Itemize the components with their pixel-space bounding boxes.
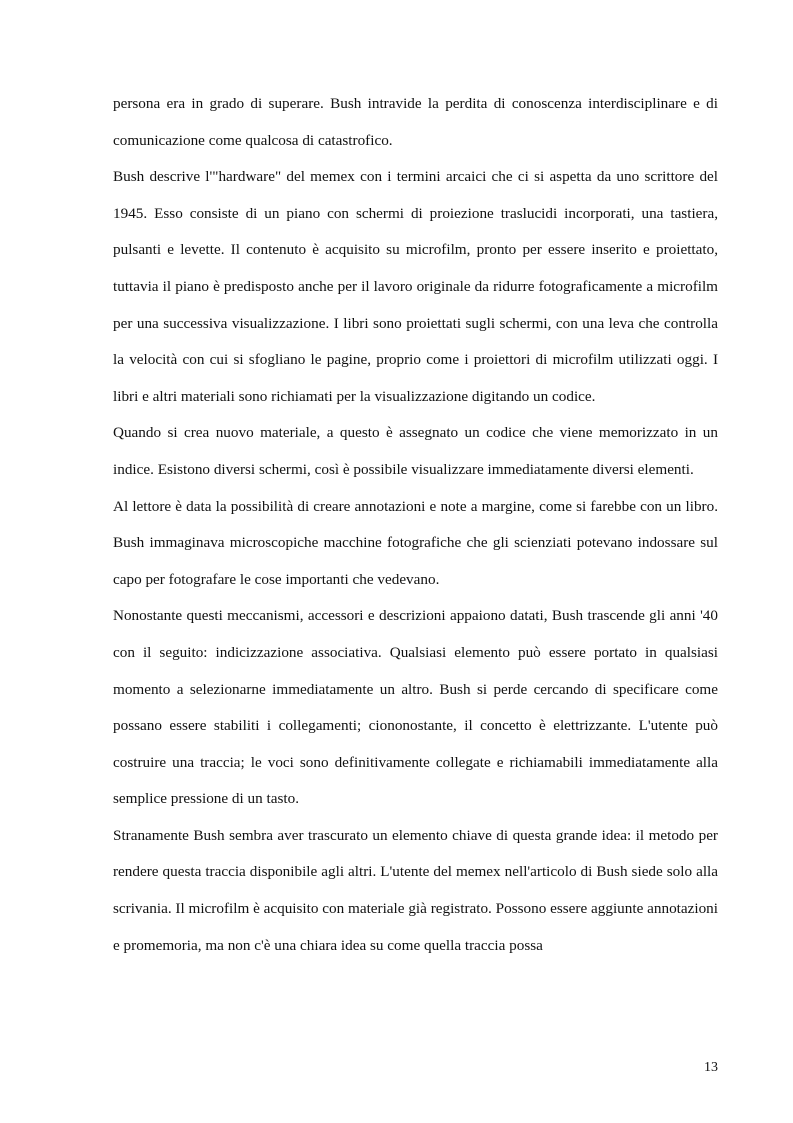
paragraph-2: Bush descrive l'"hardware" del memex con i termini arcaici che ci si aspetta da uno scrittore del 1945. Esso consiste di un piano con schermi di proiezione traslucidi incorporati, una tastiera, pulsanti e levette. Il contenuto è acquisito su microfilm, pronto per essere inserito e proiettato, tuttavia il piano è predisposto anche per il lavoro originale da ridurre fotograficamente a microfilm per una successiva visualizzazione. I libri sono proiettati sugli schermi, con una leva che controlla la velocità con cui si sfogliano le pagine, proprio come i proiettori di microfilm utilizzati oggi. I libri e altri materiali sono richiamati per la visualizzazione digitando un codice. — [113, 168, 718, 405]
page-number: 13 — [704, 1060, 718, 1075]
paragraph-4: Al lettore è data la possibilità di creare annotazioni e note a margine, come si farebbe con un libro. Bush immaginava microscopiche macchine fotografiche che gli scienziati potevano indossare sul capo per fotografare le cose importanti che vedevano. — [113, 497, 718, 588]
document-body — [113, 86, 718, 964]
paragraph-6: Stranamente Bush sembra aver trascurato un elemento chiave di questa grande idea: il metodo per rendere questa traccia disponibile agli altri. L'utente del memex nell'articolo di Bush siede solo alla scrivania. Il microfilm è acquisito con materiale già registrato. Possono essere aggiunte annotazioni e promemoria, ma non c'è una chiara idea su come quella traccia possa — [113, 826, 718, 954]
paragraph-3: Quando si crea nuovo materiale, a questo è assegnato un codice che viene memorizzato in un indice. Esistono diversi schermi, così è possibile visualizzare immediatamente diversi elementi. — [113, 424, 718, 478]
paragraph-5: Nonostante questi meccanismi, accessori e descrizioni appaiono datati, Bush trascende gli anni '40 con il seguito: indicizzazione associativa. Qualsiasi elemento può essere portato in qualsiasi momento a selezionarne immediatamente un altro. Bush si perde cercando di specificare come possano essere stabiliti i collegamenti; ciononostante, il concetto è elettrizzante. L'utente può costruire una traccia; le voci sono definitivamente collegate e richiamabili immediatamente alla semplice pressione di un tasto. — [113, 607, 718, 808]
paragraph-1: persona era in grado di superare. Bush intravide la perdita di conoscenza interdisciplinare e di comunicazione come qualcosa di catastrofico. — [113, 95, 718, 149]
